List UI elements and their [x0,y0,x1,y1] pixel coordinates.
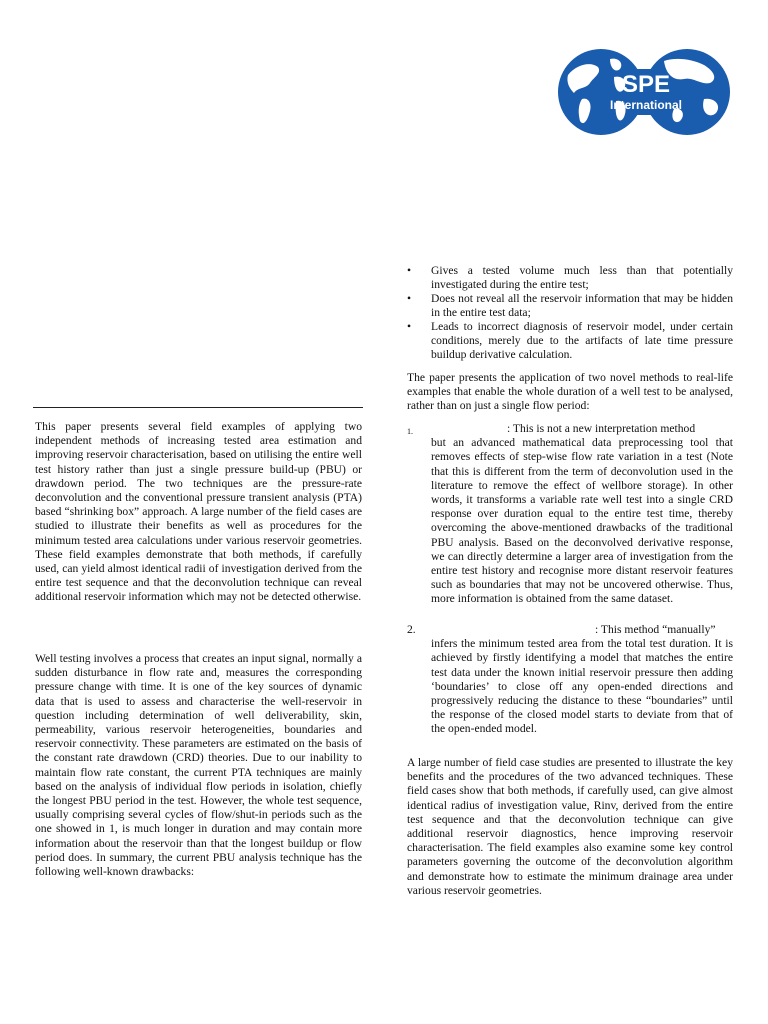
method-number: 2. [407,623,416,636]
method-text: but an advanced mathematical data preprocessing tool that removes effects of step-wise flow rate variation in a test (Note that this is different from the term of deconvolution used in the literature to remove the effect of wellbore storage). In other words, it transforms a variable rate well test into a single CRD response over duration equal to the entire test time, thereby overcoming the above-mentioned drawbacks of the traditional PBU analysis. Based on the deconvolved derivative response, we can directly determine a larger area of investigation from the entire test history and recognise more distant reservoir features such as boundaries that may not be uncovered otherwise. Thus, more information is obtained from the same dataset. [431,436,733,606]
bullet-text: Does not reveal all the reservoir information that may be hidden in the entire test data; [431,292,733,320]
section-divider [33,407,363,408]
bullet-text: Leads to incorrect diagnosis of reservoir model, under certain conditions, merely due to the artifacts of late time pressure buildup derivative calculation. [431,320,733,362]
method-number: 1. [407,427,413,436]
method-item-2 [407,623,733,737]
method-item-1 [407,422,733,607]
abstract-paragraph: This paper presents several field examples of applying two independent methods of increasing tested area estimation and improving reservoir characterisation, based on utilising the entire well test history rather than just a single pressure build-up (PBU) or drawdown period. The two techniques are the pressure-rate deconvolution and the conventional pressure transient analysis (PTA) based “shrinking box” approach. A large number of the field cases are studied to illustrate their benefits as well as procedures for the minimum tested area calculations under various reservoir geometries. These field examples demonstrate that both methods, if carefully used, can yield almost identical radii of investigation derived from the entire test sequence and that the deconvolution technique can reveal additional reservoir information which may not be detected otherwise. [35,420,362,604]
bullet-icon: • [407,292,412,305]
method-lead: : This method “manually” [595,623,716,636]
logo-international-text: International [609,98,683,112]
introduction-paragraph: Well testing involves a process that creates an input signal, normally a sudden disturbance in flow rate and, measures the corresponding pressure change with time. It is one of the key sources of dynamic data that is used to assess and characterise the well-reservoir in question including determination of well deliverability, skin, permeability, various reservoir heterogeneities, boundaries and reservoir connectivity. These parameters are estimated on the basis of the constant rate drawdown (CRD) theories. Due to our inability to maintain flow rate constant, the current PTA techniques are mainly based on the analysis of individual flow periods in isolation, chiefly the longest PBU period in the test. However, the whole test sequence, usually comprising several cycles of flow/shut-in periods such as the one showed in 1, is much longer in duration and may contain more information about the reservoir than that the longest buildup or flow period does. In summary, the current PBU analysis technique has the following well-known drawbacks: [35,652,362,879]
method-text: infers the minimum tested area from the total test duration. It is achieved by firstly identifying a model that matches the entire test data under the known initial reservoir pressure then adding ‘boundaries’ to close off any open-ended directions and progressively reducing the distance to these “boundaries” until the response of the closed model starts to deviate from that of the open-ended model. [431,637,733,736]
bullet-text: Gives a tested volume much less than that potentially investigated during the entire test; [431,264,733,292]
drawback-bullet-1 [407,264,733,292]
drawback-bullet-3 [407,320,733,363]
field-cases-paragraph: A large number of field case studies are presented to illustrate the key benefits and the procedures of the two advanced techniques. These field cases show that both methods, if carefully used, can give almost identical radius of investigation value, Rinv, derived from the entire test sequence and that the deconvolution technique can give additional reservoir diagnostics, hence improving reservoir characterisation. The field examples also examine some key control parameters governing the outcome of the deconvolution algorithm and demonstrate how to estimate the minimum drainage area under various reservoir geometries. [407,756,733,897]
paper-presents-paragraph: The paper presents the application of two novel methods to real-life examples that enable the whole duration of a well test to be analysed, rather than on just a single flow period: [407,371,733,413]
drawback-bullet-2 [407,292,733,320]
bullet-icon: • [407,264,412,277]
spe-international-logo [554,47,734,137]
logo-spe-text: SPE [621,71,671,98]
globe-logo-icon [554,47,734,137]
method-lead: : This is not a new interpretation method [507,422,696,435]
bullet-icon: • [407,320,412,333]
